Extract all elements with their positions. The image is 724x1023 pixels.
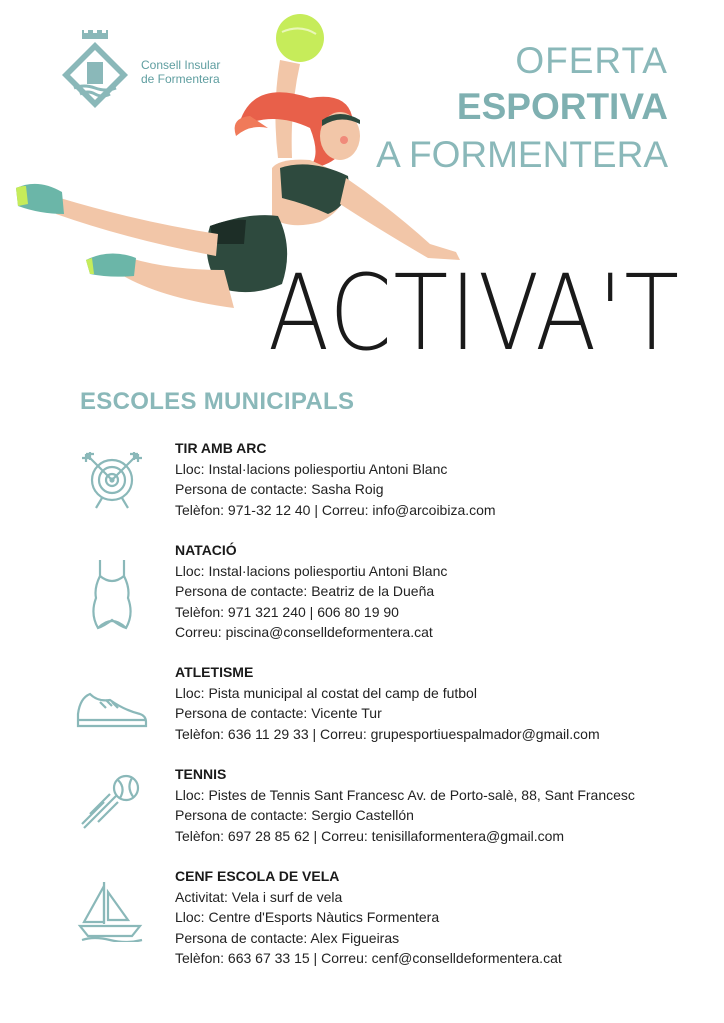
school-entry-tennis: [175, 764, 635, 846]
school-name: TIR AMB ARC: [175, 440, 267, 456]
school-contact: Persona de contacte: Alex Figueiras: [175, 929, 400, 946]
school-entry-archery: [175, 438, 496, 520]
school-contact: Persona de contacte: Sasha Roig: [175, 481, 384, 497]
slogan: ACTIVA'T: [268, 252, 681, 374]
school-location: Lloc: Instal·lacions poliesportiu Antoni Blanc: [175, 460, 448, 477]
school-phone-email: Telèfon: 636 11 29 33 | Correu: grupesportiuespalmador@gmail.com: [175, 725, 600, 742]
school-email: Correu: piscina@conselldeformentera.cat: [175, 624, 433, 640]
school-entry-athletics: [175, 662, 600, 744]
school-location: Lloc: Pistes de Tennis Sant Francesc Av. de Porto-salè, 88, Sant Francesc: [175, 786, 635, 803]
school-entry-swimming: [175, 540, 447, 643]
school-name: ATLETISME: [175, 664, 254, 680]
headline-line-3: A FORMENTERA: [376, 134, 668, 175]
school-activity: Activitat: Vela i surf de vela: [175, 888, 343, 905]
section-title: ESCOLES MUNICIPALS: [80, 388, 355, 415]
archery-target-icon: [74, 448, 150, 512]
headline: [376, 40, 668, 178]
school-location: Lloc: Pista municipal al costat del camp de futbol: [175, 684, 477, 701]
school-name: NATACIÓ: [175, 542, 237, 558]
school-name: CENF ESCOLA DE VELA: [175, 868, 340, 884]
org-line-1: Consell Insular: [141, 58, 221, 72]
school-phone-email: Telèfon: 971-32 12 40 | Correu: info@arcoibiza.com: [175, 501, 496, 518]
school-contact: Persona de contacte: Vicente Tur: [175, 705, 382, 721]
school-phone-email: Telèfon: 663 67 33 15 | Correu: cenf@conselldeformentera.cat: [175, 950, 562, 966]
school-contact: Persona de contacte: Beatriz de la Dueña: [175, 583, 435, 599]
headline-line-2: ESPORTIVA: [456, 86, 668, 127]
school-location: Lloc: Instal·lacions poliesportiu Antoni Blanc: [175, 562, 448, 579]
school-phone: Telèfon: 971 321 240 | 606 80 19 90: [175, 603, 399, 620]
swimsuit-icon: [74, 558, 150, 632]
school-entry-sailing: [175, 866, 562, 969]
headline-line-1: OFERTA: [515, 40, 668, 81]
school-phone-email: Telèfon: 697 28 85 62 | Correu: tenisillaformentera@gmail.com: [175, 827, 565, 844]
school-location: Lloc: Centre d'Esports Nàutics Formentera: [175, 909, 440, 925]
running-shoe-icon: [74, 684, 150, 732]
school-contact: Persona de contacte: Sergio Castellón: [175, 807, 414, 823]
sailboat-icon: [74, 878, 150, 942]
tennis-ball-icon: [74, 772, 150, 838]
school-name: TENNIS: [175, 766, 227, 782]
org-line-2: de Formentera: [141, 72, 220, 86]
